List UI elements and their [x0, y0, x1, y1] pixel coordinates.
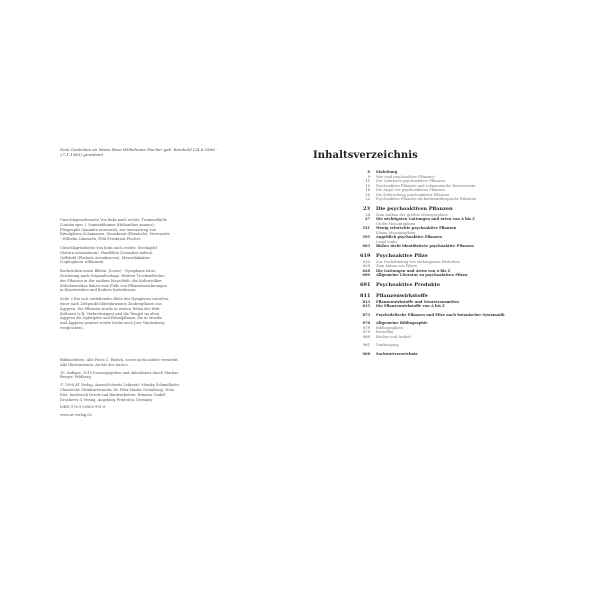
- toc-entry-title: Die Erforschung psychoaktiver Pflanzen: [376, 192, 450, 197]
- toc-page-number: 625: [363, 264, 370, 268]
- toc-page-number: 23: [363, 205, 370, 212]
- toc-page-number: 815: [362, 304, 370, 308]
- image-credits: [60, 218, 170, 335]
- toc-page-number: 879: [363, 325, 370, 330]
- toc-entry-title: Psychedelische Pflanzen und Pilze nach botanischer Systematik: [376, 312, 505, 317]
- credit-paragraph: Seite 2 Ein sich entfaltender Blüte der Nymphaea caerulea, einer nach Zeitpunkt blütenkrasmen Zauberpflanze aus Ägypten. Die Pflanzen wurde in weiten Teilen der Welt Kulturen (z.B. Verbreitungen) und die Tempel im alten Ägypten als Opfergabe und Ritualpflanze, die in Mexiko und Ägypten genutzt wurde (siehe auch Jose Vandenberg vergleichen).: [60, 297, 169, 330]
- toc-page-number: 880: [363, 334, 370, 339]
- toc-page-number: 811: [360, 292, 371, 299]
- toc-entry-title: Bibliographien: [376, 325, 403, 330]
- toc-page-number: 813: [362, 299, 370, 304]
- toc-page-number: 603: [362, 244, 370, 248]
- toc-entry-title: Pflanzenwirkstoffe: [376, 292, 428, 299]
- credit-paragraph: Umschlagvorderseite Von links nach rechts: Trommelhülle (Lotoba spec.), Sonnenblumen (Helianthus annuus), Fliegenpilz (Amanita muscaria), zur Aussaattrag von Ritualpilzen Schamanen, Sternkraut (Ebenholz), Sternwarts - Wilhelm Lämmerh, Feld Fernkraut Fischer.: [60, 218, 170, 242]
- toc-entry-title: Die wichtigsten Gattungen und Arten von A bis Z: [376, 217, 475, 221]
- toc-section: [360, 321, 550, 339]
- imprint-line: Bildnachweis: Alle Fotos C. Rätsch, sowie nicht anders vermerkt. Alle Illustrationen: Archiv des Autors.: [60, 358, 179, 367]
- toc-page-number: 20: [365, 192, 370, 197]
- toc-page-number: 690: [362, 273, 370, 277]
- toc-entry-title: Legal highs: [376, 239, 398, 244]
- toc-entry: [360, 253, 550, 260]
- toc-section: [360, 170, 550, 202]
- toc-entry-title: Psychoaktive Pflanzen als kulturanthropische Faktoren: [376, 197, 477, 201]
- toc-entry-title: Bücher und Artikel: [376, 334, 411, 339]
- imprint-line: © 1998 AT Verlag, Aarau/Schweiz Lektorat: Monika Schmidhofer Chemische Strukturformeln: Dr. Felix Hasler Gestaltung: Nina Ritz, Innsbruck Druck und Bindearbeiten: Himmer GmbH Druckerei & Verlag, Augsburg Printed in Germany: [60, 383, 180, 402]
- toc-entry-title: Periodika: [376, 330, 394, 334]
- toc-page-number: 691: [360, 281, 371, 288]
- toc-entry: [360, 244, 550, 249]
- toc-page-number: 961: [363, 343, 370, 347]
- toc-entry-title: Psychoaktive Produkte: [376, 281, 441, 288]
- toc-entry: [360, 335, 550, 340]
- toc-entry-title: Zum Anbau von Pilzen: [376, 264, 417, 268]
- toc-entry: [360, 343, 550, 348]
- toc-entry: [360, 352, 550, 357]
- toc-section: [360, 293, 550, 309]
- toc-entry-title: Große Monographien: [376, 221, 416, 226]
- toc-entry-title: Psychoaktive Pflanzen und schamanische Bewusstsein: [376, 183, 476, 188]
- toc-page-number: 11: [365, 179, 370, 183]
- toc-page-number: 15: [365, 183, 370, 188]
- toc-title: Inhaltsverzeichnis: [313, 150, 418, 161]
- toc-page-number: 9: [367, 174, 370, 179]
- toc-page-number: 24: [365, 212, 370, 217]
- toc-entry-title: Bisher nicht identifizierte psychoaktive Pflanzen: [376, 244, 474, 248]
- toc-entry-title: Angeblich psychoaktive Pflanzen: [376, 235, 442, 239]
- toc-page-number: 873: [362, 312, 370, 317]
- toc-page-number: 18: [365, 188, 370, 192]
- credit-paragraph: Umschlagrückseite Von links nach rechts: Stechapfel (Datura stramonium), Hanfblüte (Cannabis indica), Gelbkohl (Phalaris Arundinacea). Mescalinkaktus (Lophophora williamsii).: [60, 245, 158, 265]
- toc-entry-title: Allgemeine Bibliographie: [376, 321, 428, 325]
- toc-section: [360, 253, 550, 278]
- toc-entry-title: Psychoaktive Pilze: [376, 252, 428, 259]
- toc-entry-title: Einleitung: [376, 170, 398, 174]
- toc-entry-title: Kleine Monographien: [376, 230, 416, 235]
- toc-entry: [360, 313, 550, 318]
- credit-paragraph: Buchrücken innen Blüten. (Lotos) - Nymphaea lotus: Zeichnung nach Originalvorlage. Weitere Trockenfrüchte der Pflanzen in der antiken Maya-Welt; die Kulturvölker Mittelamerikas haben eine Fülle von Pflanzenzeichnungen in Kunstwerken und Kodizes hinterlassen.: [60, 269, 167, 293]
- toc-entry: [360, 293, 550, 300]
- toc-page-number: 628: [362, 268, 370, 273]
- toc-section: [360, 206, 550, 249]
- toc-entry-title: Die Angst vor psychoaktiven Pflanzen: [376, 188, 445, 192]
- table-of-contents: [360, 170, 550, 360]
- imprint-line: 10. Auflage, 2010 herausgegeben und aktualisiert durch Markus Berger, Feldberg: [60, 370, 179, 380]
- dedication-text: Dem Gedenken an Marie Rose Wilhelmine Fischer geb. Reinhold (24.6.1896 - 27.1.1983) gewidmet: [60, 147, 218, 158]
- toc-page-number: 879: [363, 330, 370, 334]
- toc-entry-title: Danksagung: [376, 343, 399, 347]
- toc-page-number: 531: [362, 226, 370, 230]
- toc-page-number: 8: [367, 170, 370, 174]
- toc-entry-title: Der Gebrauch psychoaktiver Pflanzen: [376, 179, 446, 183]
- toc-entry-title: Die Pflanzenwirkstoffe von A bis Z: [376, 304, 445, 308]
- toc-entry-title: Zum Aufbau der großen Monographien: [376, 212, 448, 217]
- toc-entry-title: Die Gattungen und Arten von A bis Z: [376, 268, 451, 273]
- toc-entry-title: Sachwortverzeichnis: [376, 351, 418, 356]
- publisher-url: www.at-verlag.ch: [60, 413, 92, 418]
- toc-entry: [360, 197, 550, 202]
- toc-section: [360, 313, 550, 318]
- toc-section: [360, 282, 550, 289]
- toc-page-number: 22: [365, 197, 370, 201]
- imprint-notes: [60, 358, 180, 421]
- toc-page-number: 878: [362, 321, 370, 325]
- toc-section: [360, 343, 550, 348]
- toc-entry: [360, 304, 550, 309]
- toc-entry-title: Was sind psychoaktive Pflanzen?: [376, 174, 436, 179]
- toc-entry-title: Wenig erforschte psychoaktive Pflanzen: [376, 226, 457, 230]
- toc-entry-title: Allgemeine Literatur zu psychoaktiven Pilzen: [376, 273, 468, 277]
- toc-entry: [360, 273, 550, 278]
- toc-page-number: 968: [362, 351, 370, 356]
- toc-page-number: 622: [363, 259, 370, 264]
- isbn: ISBN 978-3-03800-991-6: [60, 405, 106, 410]
- toc-entry: [360, 206, 550, 213]
- toc-page-number: 619: [360, 252, 371, 259]
- toc-entry: [360, 282, 550, 289]
- toc-entry-title: Die psychoaktiven Pflanzen: [376, 205, 453, 212]
- toc-page-number: 595: [362, 235, 370, 239]
- toc-entry-title: Zur Nachahmung von entheogenen Pilzkulten: [376, 259, 460, 264]
- toc-section: [360, 352, 550, 357]
- toc-page-number: 27: [364, 217, 370, 221]
- toc-entry-title: Pflanzenwirkstoffe und Neurotransmitter: [376, 299, 460, 304]
